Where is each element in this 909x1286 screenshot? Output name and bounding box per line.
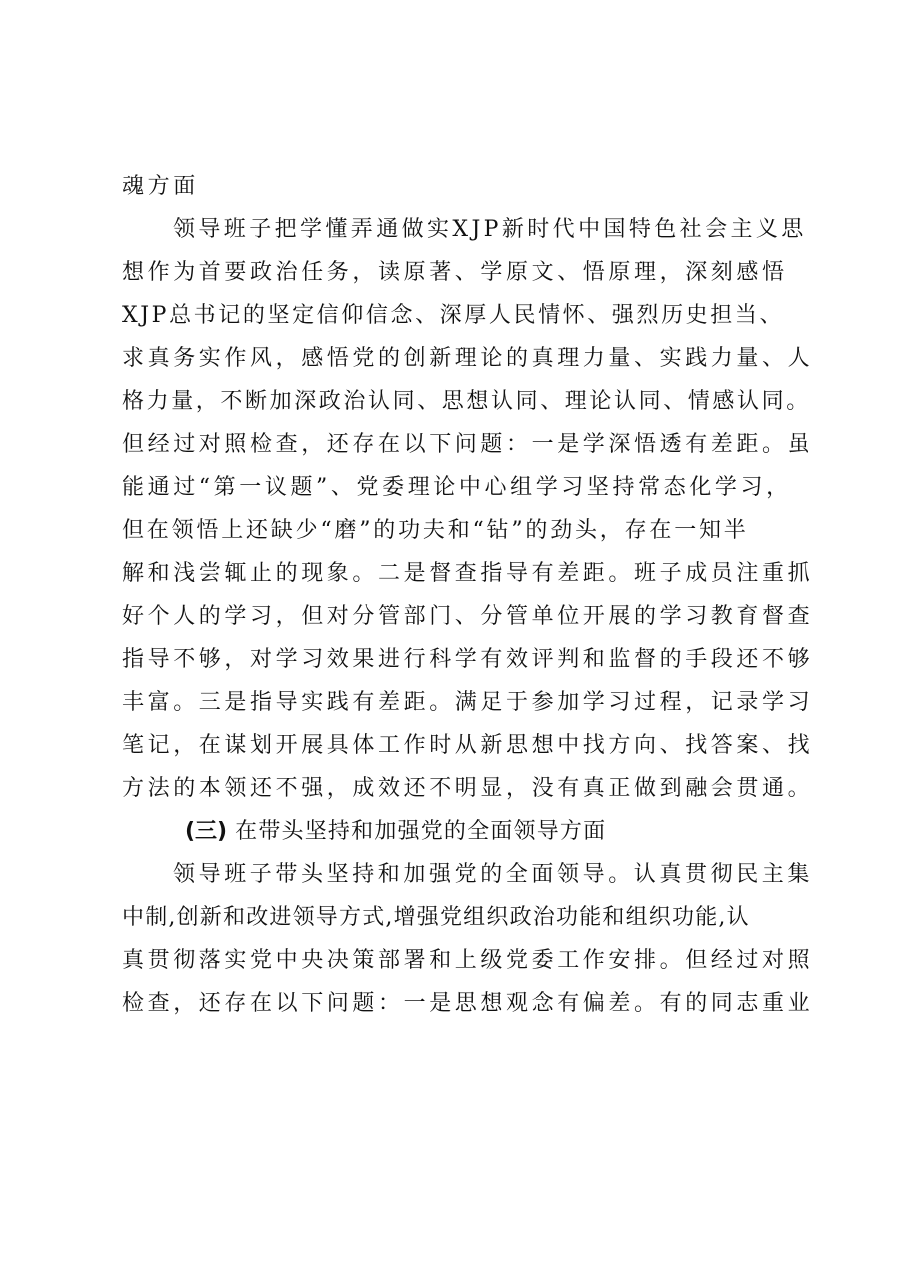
text-line: 丰富。三是指导实践有差距。满足于参加学习过程，记录学习 <box>122 690 814 715</box>
text-line: 格力量，不断加深政治认同、思想认同、理论认同、情感认同。 <box>122 389 811 414</box>
text-line: 想作为首要政治任务，读原著、学原文、悟原理，深刻感悟 <box>122 260 788 285</box>
text-line: 指导不够，对学习效果进行科学有效评判和监督的手段还不够 <box>122 647 814 672</box>
text-line: 真贯彻落实党中央决策部署和上级党委工作安排。但经过对照 <box>122 948 814 973</box>
text-line: 中制,创新和改进领导方式,增强党组织政治功能和组织功能,认 <box>122 905 750 930</box>
text-line: 领导班子把学懂弄通做实XJP新时代中国特色社会主义思 <box>173 217 807 242</box>
text-line: 魂方面 <box>122 174 199 199</box>
text-line: 方法的本领还不强，成效还不明显，没有真正做到融会贯通。 <box>122 776 814 801</box>
section-title: 在带头坚持和加强党的全面领导方面 <box>235 819 607 844</box>
text-line: 好个人的学习，但对分管部门、分管单位开展的学习教育督查 <box>122 604 814 629</box>
text-line: 但经过对照检查，还存在以下问题：一是学深悟透有差距。虽 <box>122 432 814 457</box>
text-line: 领导班子带头坚持和加强党的全面领导。认真贯彻民主集 <box>173 862 814 887</box>
text-line: 求真务实作风，感悟党的创新理论的真理力量、实践力量、人 <box>122 346 814 371</box>
text-line: XJP总书记的坚定信仰信念、深厚人民情怀、强烈历史担当、 <box>122 303 785 328</box>
text-line: 解和浅尝辄止的现象。二是督查指导有差距。班子成员注重抓 <box>122 561 814 586</box>
section-heading <box>185 817 606 847</box>
text-line: 笔记，在谋划开展具体工作时从新思想中找方向、找答案、找 <box>122 733 814 758</box>
section-number: (三) <box>185 819 228 844</box>
text-line: 能通过“第一议题”、党委理论中心组学习坚持常态化学习， <box>122 475 792 500</box>
text-line: 检查，还存在以下问题：一是思想观念有偏差。有的同志重业 <box>122 991 814 1016</box>
text-line: 但在领悟上还缺少“磨”的功夫和“钻”的劲头，存在一知半 <box>122 518 749 543</box>
